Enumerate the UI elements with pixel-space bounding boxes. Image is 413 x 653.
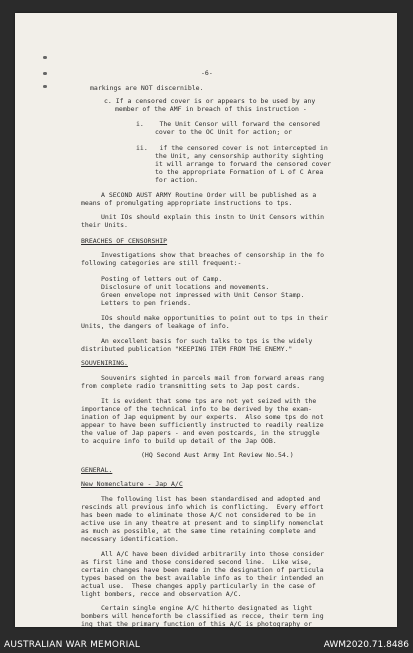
text-line: markings are NOT discernible. [90, 84, 204, 92]
document-page [15, 13, 397, 627]
text-line: Letters to pen friends. [101, 299, 192, 307]
text-line: to acquire info to build up detail of the Jap OOB. [81, 437, 277, 445]
text-line: necessary identification. [81, 535, 179, 543]
text-line: it will arrange to forward the censored cover [155, 160, 332, 168]
text-line: cover to the OC Unit for action; or [155, 128, 292, 136]
text-line: certain changes have been made in the designation of particula [81, 566, 324, 574]
archive-footer-bar [0, 637, 413, 653]
text-line: Units, the dangers of leakage of info. [81, 322, 230, 330]
text-line: Certain single engine A/C hitherto designated as light [101, 604, 313, 612]
text-line: distributed publication "KEEPING ITEM FROM THE ENEMY." [81, 345, 293, 353]
text-line: bombers will henceforth be classified as recce, their term ing [81, 612, 324, 620]
text-line: ii. if the censored cover is not intercepted in [136, 144, 328, 152]
text-line: types based on the best available info as to their intended an [81, 574, 324, 582]
section-heading: GENERAL. [81, 466, 113, 474]
page-number: -6- [201, 69, 213, 77]
accession-number: AWM2020.71.8486 [323, 640, 409, 650]
text-line: Disclosure of unit locations and movements. [101, 283, 270, 291]
text-line: as first line and those considered second line. Like wise, [81, 558, 312, 566]
text-line: Unit IOs should explain this instn to Unit Censors within [101, 213, 325, 221]
text-line: means of promulgating appropriate instructions to tps. [81, 199, 293, 207]
text-line: their Units. [81, 221, 128, 229]
text-line: from complete radio transmitting sets to Jap post cards. [81, 382, 301, 390]
text-line: rescinds all previous info which is conflicting. Every effort [81, 503, 324, 511]
text-line: An excellent basis for such talks to tps is the widely [101, 337, 313, 345]
text-line: A SECOND AUST ARMY Routine Order will be published as a [101, 191, 317, 199]
text-line: to the appropriate Formation of L of C Area [155, 168, 324, 176]
text-line: i. The Unit Censor will forward the censored [136, 120, 320, 128]
text-line: for action. [155, 176, 199, 184]
section-heading: SOUVENIRING. [81, 359, 128, 367]
text-line: appear to have been sufficiently instructed to readily realize [81, 421, 324, 429]
text-line: member of the AMF in breach of this instruction - [115, 105, 307, 113]
text-line: All A/C have been divided arbitrarily into those consider [101, 550, 325, 558]
text-line: the value of Jap papers - and even postcards, in the struggle [81, 429, 320, 437]
text-line: following categories are still frequent:- [81, 259, 242, 267]
text-line: ination of Jap equipment by our experts. Also some tps do not [81, 413, 324, 421]
text-line: Posting of letters out of Camp. [101, 275, 223, 283]
text-line: has been made to eliminate those A/C not considered to be in [81, 511, 316, 519]
source-citation: (HQ Second Aust Army Int Review No.54.) [141, 451, 294, 459]
text-line: Green envelope not impressed with Unit Censor Stamp. [101, 291, 305, 299]
text-line: as much as possible, at the same time retaining complete and [81, 527, 316, 535]
text-line: importance of the technical info to be derived by the exam- [81, 405, 312, 413]
text-line: Investigations show that breaches of censorship in the fo [101, 251, 325, 259]
text-line: c. If a censored cover is or appears to be used by any [104, 97, 316, 105]
text-line: The following list has been standardised and adopted and [101, 495, 321, 503]
typed-text [15, 13, 397, 627]
text-line: light bombers, recce and observation A/C. [81, 590, 242, 598]
text-line: ing that the primary function of this A/C is photography or [81, 620, 312, 627]
text-line: actual use. These changes apply particularly in the case of [81, 582, 316, 590]
text-line: IOs should make opportunities to point out to tps in their [101, 314, 328, 322]
text-line: It is evident that some tps are not yet seized with the [101, 397, 317, 405]
section-heading: BREACHES OF CENSORSHIP [81, 237, 168, 245]
subsection-heading: New Nomenclature - Jap A/C [81, 480, 183, 488]
archive-name: AUSTRALIAN WAR MEMORIAL [4, 640, 141, 650]
text-line: active use in any theatre at present and to simplify nomenclat [81, 519, 324, 527]
text-line: Souvenirs sighted in parcels mail from forward areas rang [101, 374, 325, 382]
text-line: the Unit, any censorship authority sighting [155, 152, 324, 160]
